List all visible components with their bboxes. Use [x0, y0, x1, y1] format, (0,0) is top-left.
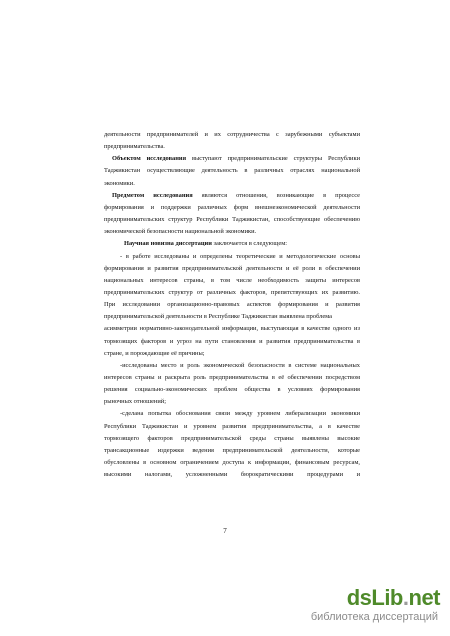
- line-text: обусловлены в основном ограничением доступа к информации, финансовым ресурсам,: [104, 459, 360, 467]
- text-line: [104, 216, 360, 224]
- line-text: являются отношения, возникающие в процессе: [192, 191, 360, 199]
- text-line: [104, 228, 360, 236]
- text-line: [104, 374, 360, 382]
- text-line: [104, 313, 360, 321]
- text-line: [104, 410, 360, 418]
- line-text: асимметрии нормативно-законодательной информации, выступающая в качестве одного из: [104, 325, 360, 333]
- line-text: формирования и поддержки различных форм внешнеэкономической деятельности: [104, 203, 360, 211]
- text-line: [104, 386, 360, 394]
- text-line: [104, 155, 360, 163]
- line-text: предпринимательства.: [104, 143, 165, 151]
- text-line: [104, 350, 360, 358]
- line-text: рыночных отношений;: [104, 398, 166, 406]
- line-text: интересов страны и раскрыта роль предпринимательства в её обеспечении посредством: [104, 374, 360, 381]
- text-line: [104, 240, 360, 248]
- line-text: решения социально-экономических проблем общества в условиях формирования: [104, 386, 360, 394]
- watermark-subtitle: библиотека диссертаций: [310, 611, 438, 623]
- text-line: [104, 398, 360, 406]
- bold-term: Предметом исследования: [112, 191, 193, 199]
- text-line: [104, 204, 360, 212]
- text-line: [104, 180, 360, 188]
- bold-term: Научная новизна диссертации: [124, 240, 212, 248]
- line-text: формирования и развития предпринимательской деятельности и её роли в обеспечении: [104, 264, 360, 272]
- line-text: тормозящего факторов предпринимательской среды страны выявлены высокие: [104, 434, 360, 442]
- text-line: [104, 131, 360, 139]
- text-line: [104, 192, 360, 200]
- line-text: предпринимательской деятельности в Республике Таджикистан выявлена проблема: [104, 313, 333, 321]
- text-line: [104, 325, 360, 333]
- text-line: [104, 277, 360, 285]
- logo-tld: net: [408, 585, 440, 610]
- line-text: -исследованы место и роль экономической безопасности в системе национальных: [120, 361, 360, 369]
- text-line: [104, 423, 360, 431]
- logo-dot: .: [402, 585, 409, 610]
- page-number: 7: [223, 527, 227, 535]
- text-line: [104, 459, 360, 467]
- text-line: [104, 362, 360, 370]
- line-text: предпринимательских структур от различных факторов, препятствующих их развитию.: [104, 288, 360, 296]
- line-text: - в работе исследованы и определены теоретические и методологические основы: [120, 252, 360, 260]
- dslib-watermark[interactable]: [310, 585, 440, 630]
- text-line: [104, 435, 360, 443]
- text-line: [104, 265, 360, 273]
- text-line: [104, 143, 360, 151]
- line-text: тормозящих факторов и угроз на пути становления и развития предпринимательства в: [104, 337, 360, 345]
- dslib-logo: [347, 586, 440, 610]
- logo-main: dsLib: [346, 585, 403, 610]
- line-text: заключается в следующем:: [211, 240, 288, 248]
- line-text: предпринимательских структур Республики Таджикистан, способствующие обеспечению: [104, 216, 360, 224]
- line-text: деятельности предпринимателей и их сотрудничества с зарубежными субъектами: [104, 131, 360, 138]
- line-text: Республики Таджикистан и уровнем развития предпринимательства, а в качестве: [104, 422, 360, 430]
- text-line: [104, 301, 360, 309]
- line-text: выступают предпринимательские структуры Республики: [186, 155, 361, 163]
- line-text: стране, и порождающие её причины;: [104, 349, 205, 357]
- text-line: [104, 289, 360, 297]
- line-text: экономической безопасности национальной экономики.: [104, 228, 257, 236]
- line-text: трансакционные издержки ведения предпринимательской деятельности, которые: [104, 446, 360, 454]
- line-text: высокими налогами, усложненными бюрократическими процедурами и: [104, 471, 360, 479]
- text-line: [104, 447, 360, 455]
- line-text: национальных интересов страны, в том числе необходимость защиты интересов: [104, 276, 360, 284]
- text-line: [104, 167, 360, 175]
- line-text: экономики.: [104, 179, 135, 187]
- line-text: При исследовании организационно-правовых аспектов формирования и развития: [104, 301, 360, 309]
- text-line: [104, 253, 360, 261]
- text-line: [104, 471, 360, 479]
- text-line: [104, 338, 360, 346]
- line-text: -сделана попытка обоснования связи между уровнем либерализации экономики: [120, 410, 360, 418]
- bold-term: Объектом исследования: [112, 155, 187, 163]
- line-text: Таджикистан осуществляющие деятельность в различных отраслях национальной: [104, 167, 360, 175]
